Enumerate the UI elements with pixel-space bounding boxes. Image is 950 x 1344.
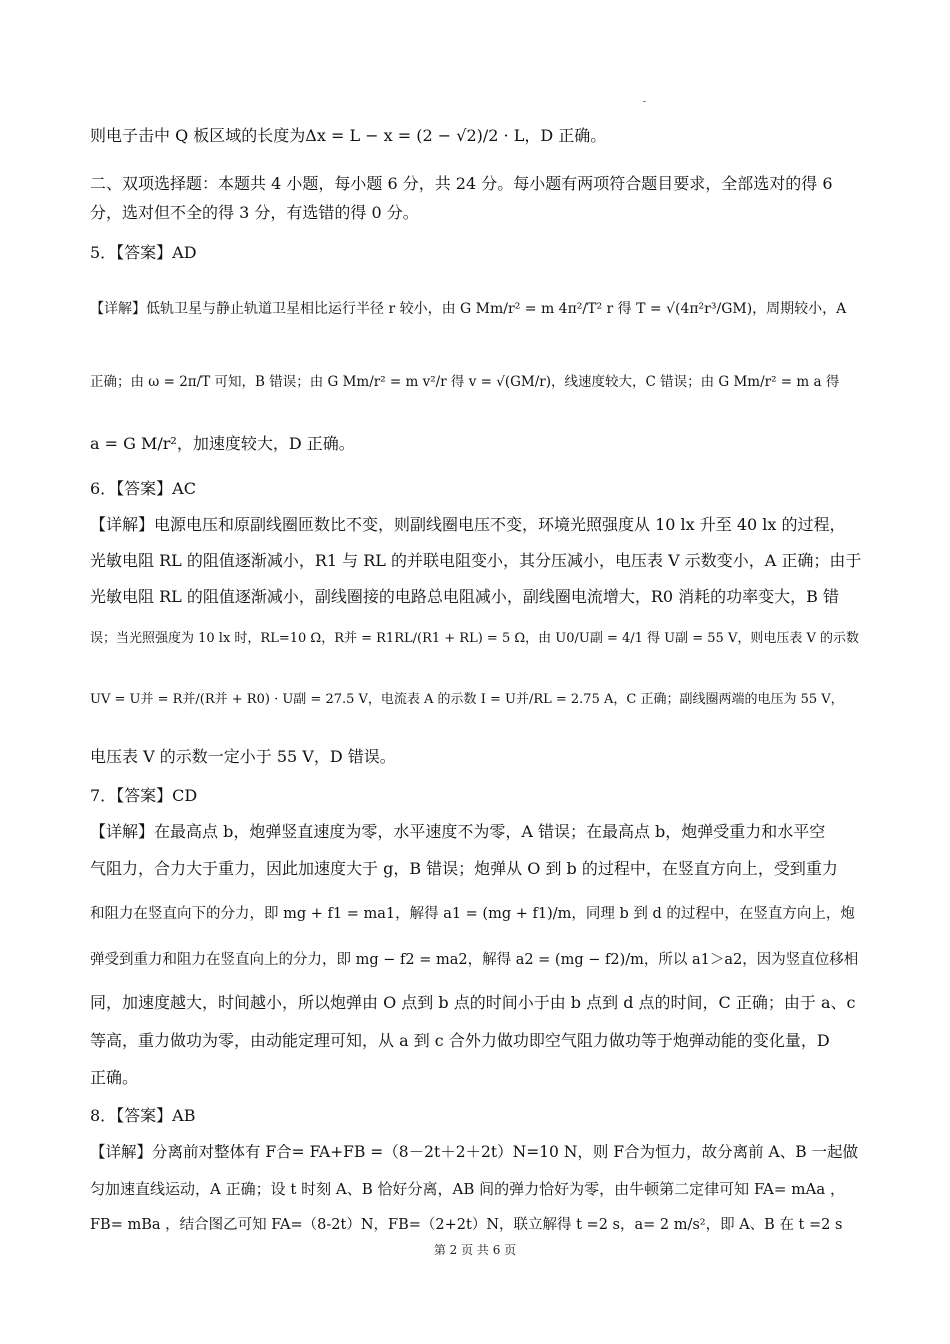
text-line: 电压表 V 的示数一定小于 55 V，D 错误。 <box>90 747 396 766</box>
answer-label: 8．【答案】AB <box>90 1106 196 1125</box>
text-line: 匀加速直线运动，A 正确；设 t 时刻 A、B 恰好分离，AB 间的弹力恰好为零，由牛顿第二定律可知 FA= mAa ， <box>90 1180 845 1198</box>
text-line: 同，加速度越大，时间越小，所以炮弹由 O 点到 b 点的时间小于由 b 点到 d 点的时间，C 正确；由于 a、c <box>90 993 856 1012</box>
text-line: 光敏电阻 RL 的阻值逐渐减小，R1 与 RL 的并联电阻变小，其分压减小，电压表 V 示数变小，A 正确；由于 <box>90 551 862 570</box>
text-line: 则电子击中 Q 板区域的长度为Δx = L − x = (2 − √2)/2 · L，D 正确。 <box>90 126 607 145</box>
text-line: UV = U并 = R并/(R并 + R0) · U副 = 27.5 V，电流表 A 的示数 I = U并/RL = 2.75 A，C 正确；副线圈两端的电压为 55 V， <box>90 692 844 707</box>
text-line: 弹受到重力和阻力在竖直向上的分力，即 mg − f2 = ma2，解得 a2 = (mg − f2)/m，所以 a1＞a2，因为竖直位移相 <box>90 952 859 968</box>
text-line: 光敏电阻 RL 的阻值逐渐减小，副线圈接的电路总电阻减小，副线圈电流增大，R0 消耗的功率变大，B 错 <box>90 587 840 606</box>
text-line: 误；当光照强度为 10 lx 时，RL=10 Ω，R并 = R1RL/(R1 + RL) = 5 Ω，由 U0/U副 = 4/1 得 U副 = 55 V，则电压表 V 的示数 <box>90 631 859 646</box>
text-line: 分，选对但不全的得 3 分，有选错的得 0 分。 <box>90 203 419 222</box>
page-footer: 第 2 页 共 6 页 <box>433 1243 517 1257</box>
answer-label: 6．【答案】AC <box>90 479 196 498</box>
text-line: 正确。 <box>90 1068 139 1087</box>
answer-label: 7．【答案】CD <box>90 786 198 805</box>
text-line: 等高，重力做功为零，由动能定理可知，从 a 到 c 合外力做功即空气阻力做功等于炮弹动能的变化量，D <box>90 1031 830 1050</box>
text-line: a = G M/r²，加速度较大，D 正确。 <box>90 434 355 453</box>
text-line: 正确；由 ω = 2π/T 可知，B 错误；由 G Mm/r² = m v²/r 得 v = √(GM/r)，线速度较大，C 错误；由 G Mm/r² = m a 得 <box>90 374 840 390</box>
scan-dot <box>643 101 646 102</box>
section-heading: 二、双项选择题：本题共 4 小题，每小题 6 分，共 24 分。每小题有两项符合题目要求，全部选对的得 6 <box>90 174 833 193</box>
text-line: 【详解】电源电压和原副线圈匝数比不变，则副线圈电压不变，环境光照强度从 10 lx 升至 40 lx 的过程， <box>90 515 846 534</box>
text-line: 【详解】低轨卫星与静止轨道卫星相比运行半径 r 较小，由 G Mm/r² = m 4π²/T² r 得 T = √(4π²r³/GM)，周期较小，A <box>90 301 847 317</box>
text-line: 气阻力，合力大于重力，因此加速度大于 g，B 错误；炮弹从 O 到 b 的过程中，在竖直方向上，受到重力 <box>90 859 838 878</box>
answer-label: 5．【答案】AD <box>90 243 197 262</box>
text-line: FB= mBa ，结合图乙可知 FA=（8-2t）N，FB=（2+2t）N，联立解得 t =2 s，a= 2 m/s²，即 A、B 在 t =2 s <box>90 1217 843 1233</box>
text-line: 和阻力在竖直向下的分力，即 mg + f1 = ma1，解得 a1 = (mg + f1)/m，同理 b 到 d 的过程中，在竖直方向上，炮 <box>90 906 855 922</box>
text-line: 【详解】分离前对整体有 F合= FA+FB =（8－2t＋2＋2t）N=10 N，则 F合为恒力，故分离前 A、B 一起做 <box>90 1143 859 1161</box>
text-line: 【详解】在最高点 b，炮弹竖直速度为零，水平速度不为零，A 错误；在最高点 b，炮弹受重力和水平空 <box>90 822 826 841</box>
